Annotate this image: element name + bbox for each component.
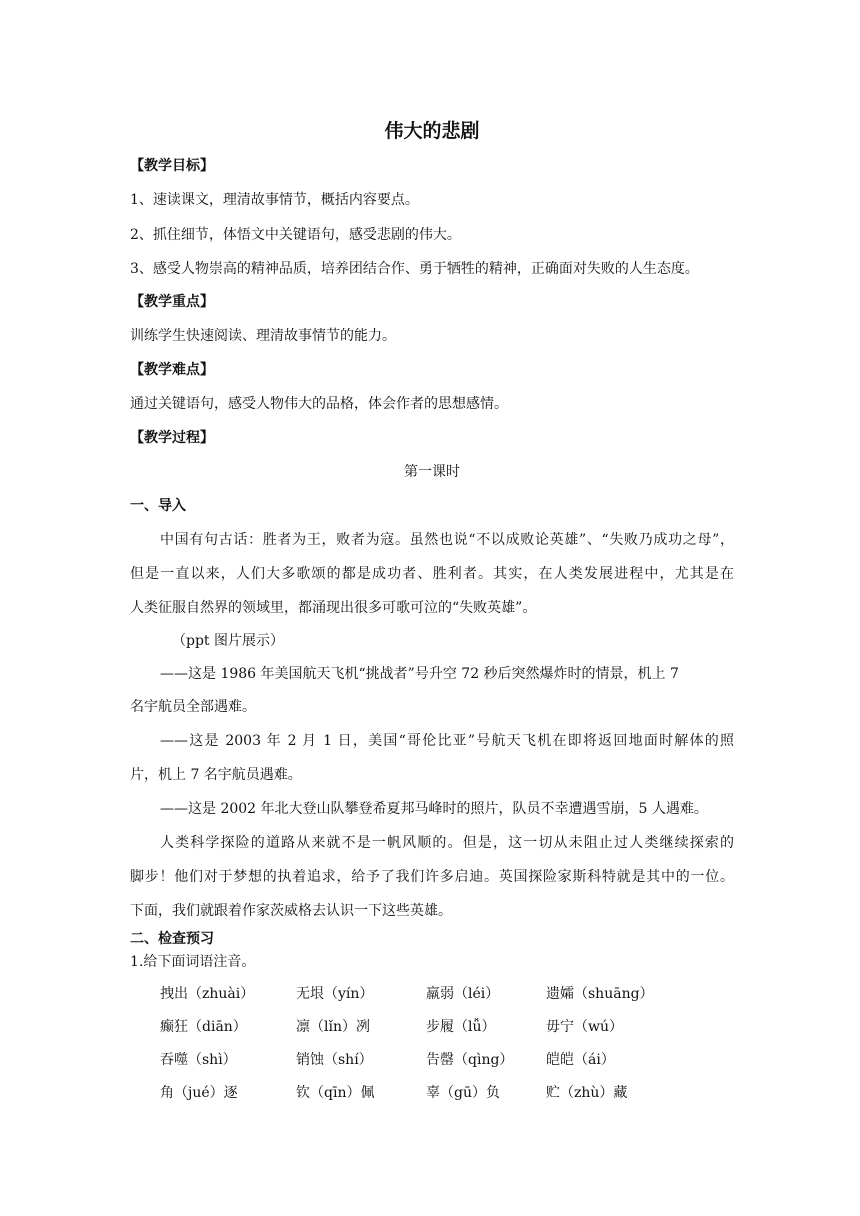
- closing-paragraph-line: 人类科学探险的道路从来就不是一帆风顺的。但是，这一切从未阻止过人类继续探索的: [160, 835, 734, 851]
- key-point-text: 训练学生快速阅读、理清故事情节的能力。: [130, 328, 396, 344]
- vocab-item: 羸弱（léi）: [426, 986, 500, 1002]
- vocab-item: 吞噬（shì）: [160, 1052, 237, 1068]
- example-line: ——这是 1986 年美国航天飞机“挑战者”号升空 72 秒后突然爆炸时的情景，机上 7: [160, 666, 679, 682]
- vocab-item: 毋宁（wú）: [546, 1019, 623, 1035]
- vocab-item: 步履（lǚ）: [426, 1019, 496, 1035]
- goal-item: 1、速读课文，理清故事情节，概括内容要点。: [130, 192, 419, 208]
- vocab-item: 告罄（qìng）: [426, 1052, 514, 1068]
- example-line: 名宇航员全部遇难。: [130, 699, 256, 715]
- goal-item: 2、抓住细节，体悟文中关键语句，感受悲剧的伟大。: [130, 227, 461, 243]
- section1-heading: 一、导入: [130, 498, 186, 514]
- heading-difficulty: 【教学难点】: [130, 362, 214, 378]
- example-line: ——这是 2002 年北大登山队攀登希夏邦马峰时的照片，队员不幸遭遇雪崩，5 人遇难。: [160, 801, 708, 817]
- heading-process: 【教学过程】: [130, 430, 214, 446]
- closing-paragraph-line: 下面，我们就跟着作家茨威格去认识一下这些英雄。: [130, 903, 452, 919]
- heading-key-point: 【教学重点】: [130, 294, 214, 310]
- vocab-item: 钦（qīn）佩: [296, 1085, 375, 1101]
- intro-paragraph-line: 人类征服自然界的领域里，都涌现出很多可歌可泣的“失败英雄”。: [130, 600, 537, 616]
- vocab-item: 遗孀（shuāng）: [546, 986, 654, 1002]
- heading-goals: 【教学目标】: [130, 158, 214, 174]
- example-line: 片，机上 7 名宇航员遇难。: [130, 767, 302, 783]
- vocab-task: 1.给下面词语注音。: [130, 954, 256, 970]
- vocab-item: 无垠（yín）: [296, 986, 374, 1002]
- vocab-item: 角（jué）逐: [160, 1085, 238, 1101]
- vocab-item: 凛（lǐn）冽: [296, 1019, 370, 1035]
- difficulty-text: 通过关键语句，感受人物伟大的品格，体会作者的思想感情。: [130, 396, 508, 412]
- intro-paragraph-line: 但是一直以来，人们大多歌颂的都是成功者、胜利者。其实，在人类发展进程中，尤其是在: [130, 566, 734, 582]
- vocab-item: 辜（gū）负: [426, 1085, 500, 1101]
- closing-paragraph-line: 脚步！他们对于梦想的执着追求，给予了我们许多启迪。英国探险家斯科特就是其中的一位。: [130, 869, 734, 885]
- vocab-item: 贮（zhù）藏: [546, 1085, 628, 1101]
- vocab-item: 皑皑（ái）: [546, 1052, 615, 1068]
- vocab-item: 销蚀（shí）: [296, 1052, 373, 1068]
- intro-paragraph-line: 中国有句古话：胜者为王，败者为寇。虽然也说“不以成败论英雄”、“失败乃成功之母”，: [160, 532, 734, 548]
- example-line: ——这是 2003 年 2 月 1 日，美国“哥伦比亚”号航天飞机在即将返回地面时解体的照: [160, 733, 734, 749]
- document-title: 伟大的悲剧: [384, 120, 480, 142]
- vocab-item: 癫狂（diān）: [160, 1019, 247, 1035]
- lesson-label: 第一课时: [404, 464, 460, 480]
- ppt-note: （ppt 图片展示）: [172, 633, 284, 649]
- goal-item: 3、感受人物崇高的精神品质，培养团结合作、勇于牺牲的精神，正确面对失败的人生态度。: [130, 261, 699, 277]
- section2-heading: 二、检查预习: [130, 931, 214, 947]
- vocab-item: 拽出（zhuài）: [160, 986, 255, 1002]
